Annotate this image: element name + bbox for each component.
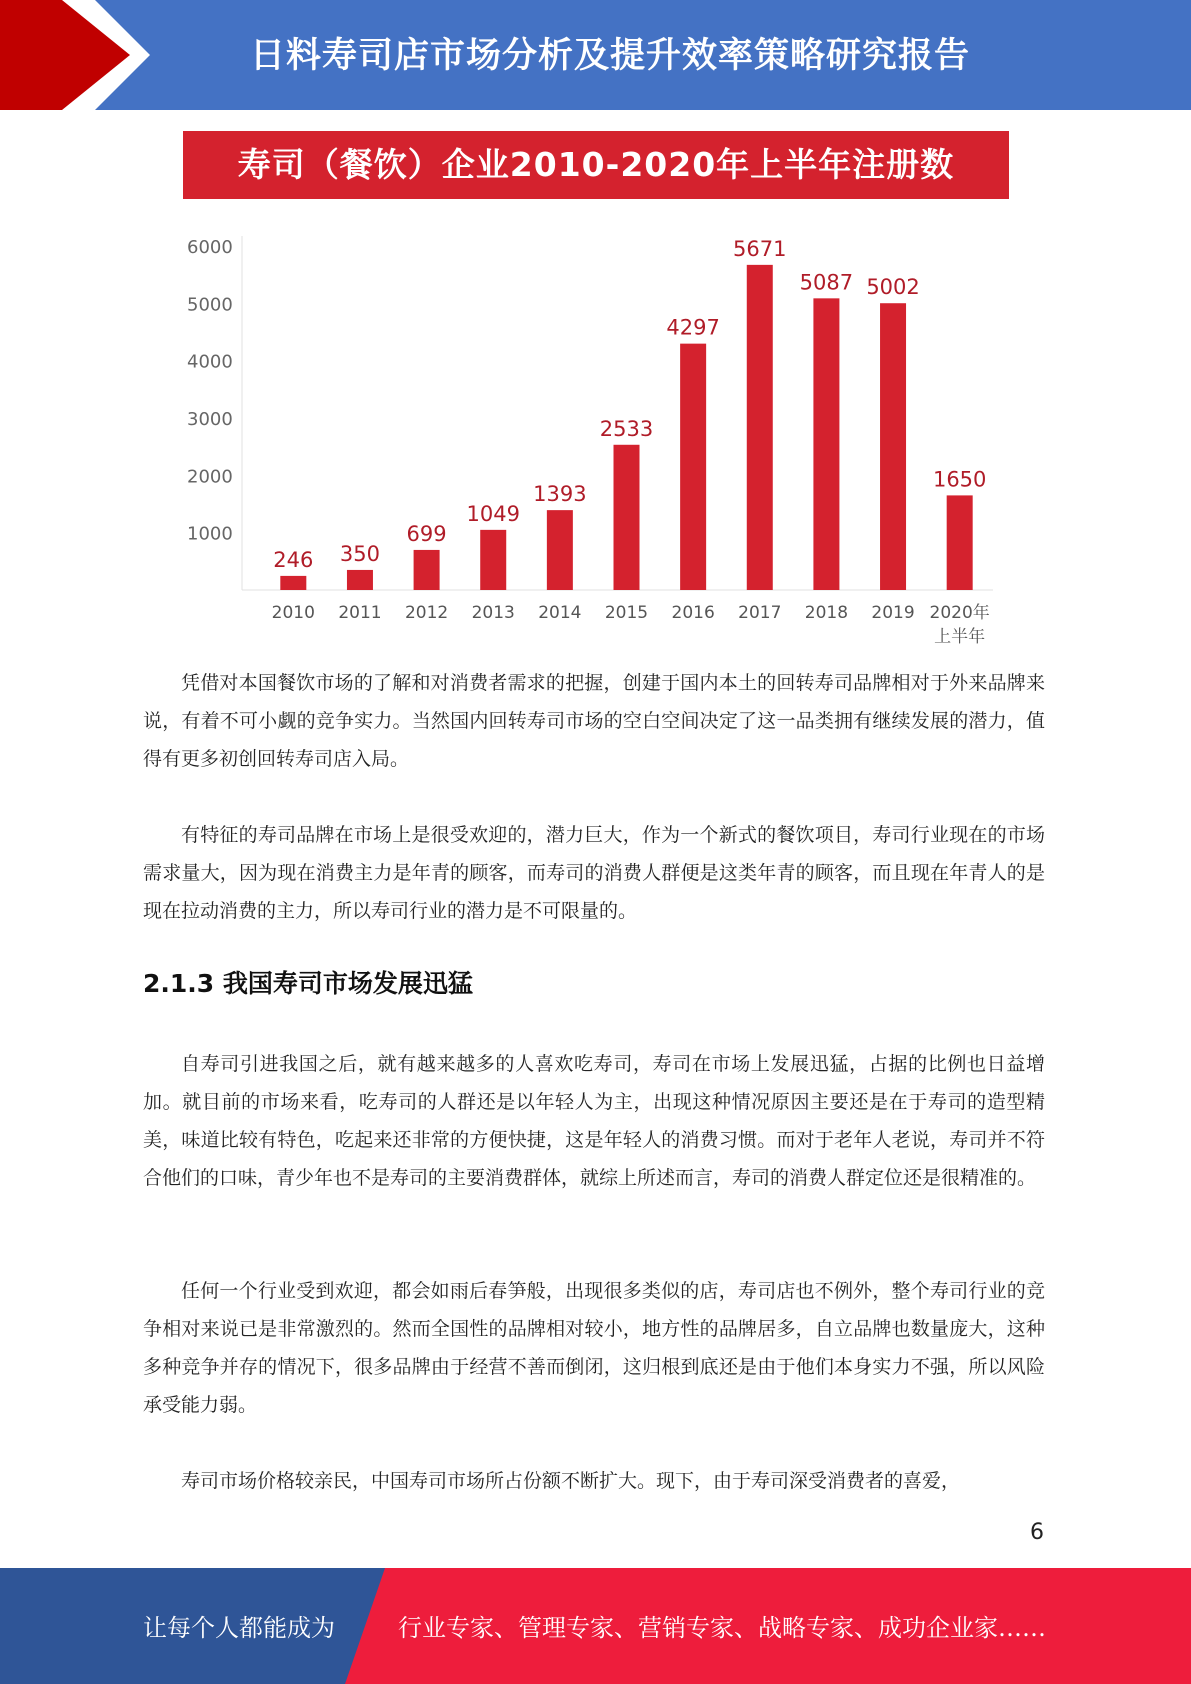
bar-2015: [614, 445, 640, 590]
y-tick-label: 5000: [187, 294, 233, 316]
x-tick-label: 2015: [604, 603, 649, 623]
page-header: [0, 0, 1191, 110]
x-tick-label: 2010: [271, 603, 315, 623]
data-label: 5671: [733, 236, 787, 261]
x-tick-label: 2014: [538, 603, 582, 623]
y-tick-label: 6000: [187, 237, 233, 258]
body-paragraph: 寿司市场价格较亲民，中国寿司市场所占份额不断扩大。现下，由于寿司深受消费者的喜爱，: [181, 1470, 961, 1492]
data-label: 246: [273, 547, 314, 572]
bar-2020年上半年: [947, 495, 973, 590]
body-paragraph: 任何一个行业受到欢迎，都会如雨后春笋般，出现很多类似的店，寿司店也不例外，整个寿司行业的竞争相对来说已是非常激烈的。然而全国性的品牌相对较小，地方性的品牌居多，自立品牌也数量庞大，这种多种竞争并存的情况下，很多品牌由于经营不善而倒闭，这归根到底还是由于他们本身实力不强，所以风险承受能力弱。: [143, 1280, 1045, 1416]
data-label: 699: [406, 521, 447, 546]
bar-2013: [480, 530, 506, 590]
x-tick-label: 2012: [404, 603, 449, 623]
bar-2019: [880, 303, 906, 590]
x-tick-label: 2020年上半年: [929, 603, 990, 647]
section-heading: 2.1.3 我国寿司市场发展迅猛: [143, 969, 473, 998]
body-paragraph: 有特征的寿司品牌在市场上是很受欢迎的，潜力巨大，作为一个新式的餐饮项目，寿司行业现在的市场需求量大，因为现在消费主力是年青的顾客，而寿司的消费人群便是这类年青的顾客，而且现在年青人的是现在拉动消费的主力，所以寿司行业的潜力是不可限量的。: [143, 824, 1045, 922]
data-label: 350: [339, 541, 381, 566]
y-tick-label: 2000: [187, 466, 233, 488]
data-label: 4297: [666, 315, 720, 340]
footer-slogan-right: 行业专家、管理专家、营销专家、战略专家、成功企业家……: [398, 1614, 1046, 1642]
y-tick-label: 3000: [187, 409, 233, 430]
x-tick-label: 2013: [471, 603, 515, 623]
data-label: 1049: [466, 501, 520, 526]
page-footer: [0, 1568, 1191, 1684]
y-tick-label: 4000: [187, 351, 233, 373]
bar-2018: [813, 298, 839, 590]
x-tick-label: 2019: [871, 603, 915, 623]
data-label: 1393: [533, 482, 587, 507]
bar-2012: [414, 550, 440, 590]
data-label: 1650: [932, 467, 987, 492]
chart-title-banner: [183, 131, 1009, 199]
bar-2016: [680, 344, 706, 590]
body-paragraph: 凭借对本国餐饮市场的了解和对消费者需求的把握，创建于国内本土的回转寿司品牌相对于外来品牌来说，有着不可小觑的竞争实力。当然国内回转寿司市场的空白空间决定了这一品类拥有继续发展的潜力，值得有更多初创回转寿司店入局。: [143, 672, 1045, 770]
data-label: 5002: [866, 275, 920, 300]
x-tick-label: 2017: [738, 603, 782, 623]
bar-2014: [547, 510, 573, 590]
x-tick-label: 2018: [804, 603, 849, 623]
y-tick-label: 1000: [187, 523, 233, 545]
x-tick-label: 2011: [338, 603, 382, 623]
body-paragraph: 自寿司引进我国之后，就有越来越多的人喜欢吃寿司，寿司在市场上发展迅猛，占据的比例也日益增加。就目前的市场来看，吃寿司的人群还是以年轻人为主，出现这种情况原因主要还是在于寿司的造型精美，味道比较有特色，吃起来还非常的方便快捷，这是年轻人的消费习惯。而对于老年人老说，寿司并不符合他们的口味，青少年也不是寿司的主要消费群体，就综上所述而言，寿司的消费人群定位还是很精准的。: [143, 1053, 1045, 1189]
footer-slogan-left: 让每个人都能成为: [143, 1614, 335, 1642]
x-tick-label: 2016: [671, 603, 715, 623]
report-title: 日料寿司店市场分析及提升效率策略研究报告: [250, 36, 971, 76]
page-number: 6: [1030, 1520, 1044, 1545]
data-label: 5087: [799, 270, 854, 295]
bar-2011: [347, 570, 373, 590]
bar-2017: [747, 265, 773, 590]
data-label: 2533: [599, 416, 654, 441]
bar-2010: [280, 576, 306, 590]
chart-title: 寿司（餐饮）企业2010-2020年上半年注册数: [237, 145, 955, 184]
registration-bar-chart: [183, 220, 1009, 650]
